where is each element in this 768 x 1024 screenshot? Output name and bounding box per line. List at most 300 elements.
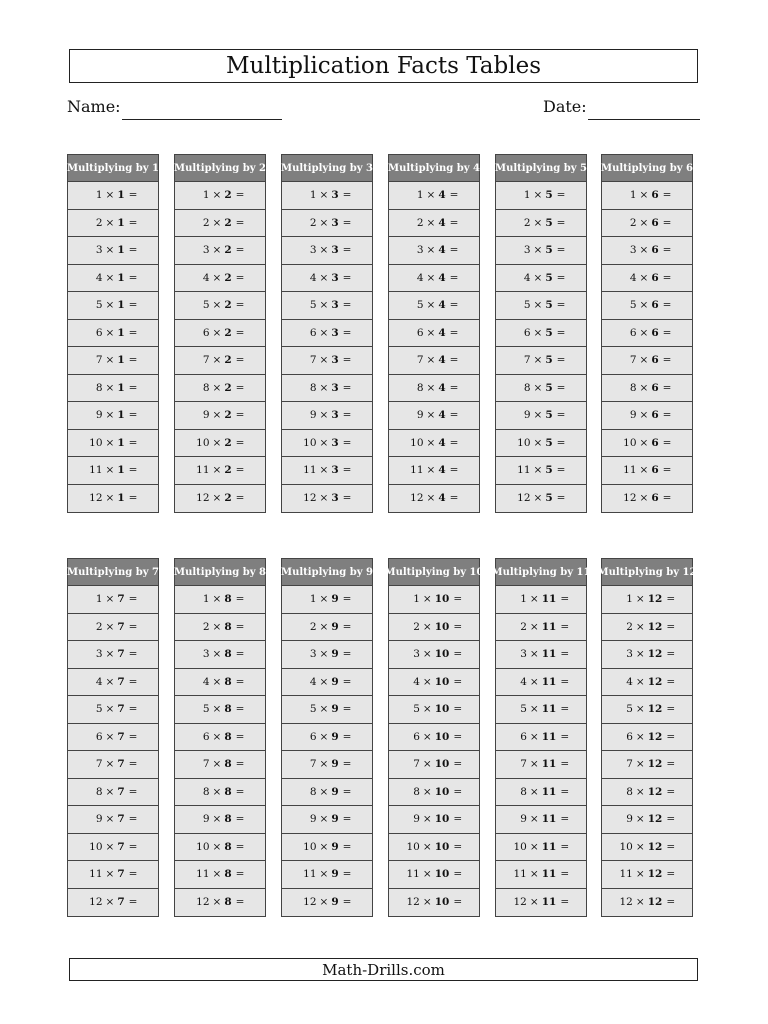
fact-row[interactable] <box>602 375 692 403</box>
fact-row[interactable] <box>496 430 586 458</box>
equals-sign: = <box>128 216 138 229</box>
fact-row[interactable] <box>496 779 586 807</box>
equals-sign: = <box>449 189 459 202</box>
fact-row[interactable] <box>496 669 586 697</box>
fact-row[interactable] <box>496 292 586 320</box>
fact-row[interactable] <box>68 292 158 320</box>
fact-row[interactable] <box>602 182 692 210</box>
fact-multiplier: 1 <box>117 244 125 257</box>
fact-multiplier: 5 <box>545 189 553 202</box>
fact-row[interactable] <box>389 375 479 403</box>
fact-row[interactable] <box>282 641 372 669</box>
fact-multiplicand: 3 <box>95 648 103 661</box>
fact-row[interactable] <box>496 265 586 293</box>
equals-sign: = <box>235 354 245 367</box>
times-sign: × <box>533 381 543 394</box>
fact-row[interactable] <box>282 696 372 724</box>
equals-sign: = <box>342 244 352 257</box>
fact-row[interactable] <box>282 292 372 320</box>
equals-sign: = <box>560 785 570 798</box>
fact-multiplicand: 3 <box>520 648 527 661</box>
times-sign: × <box>105 189 115 202</box>
fact-multiplicand: 11 <box>517 464 531 477</box>
fact-row[interactable] <box>175 586 265 614</box>
fact-row[interactable] <box>389 347 479 375</box>
times-sign: × <box>422 593 432 606</box>
times-sign: × <box>212 244 222 257</box>
fact-row[interactable] <box>602 292 692 320</box>
fact-row[interactable] <box>602 430 692 458</box>
fact-row[interactable] <box>389 861 479 889</box>
fact-row[interactable] <box>68 834 158 862</box>
equals-sign: = <box>342 648 352 661</box>
table-header: Multiplying by 4 <box>389 155 479 182</box>
fact-row[interactable] <box>68 669 158 697</box>
fact-multiplier: 9 <box>331 593 339 606</box>
fact-multiplier: 4 <box>438 354 446 367</box>
fact-row[interactable] <box>389 641 479 669</box>
fact-row[interactable] <box>175 347 265 375</box>
fact-row[interactable] <box>68 889 158 917</box>
fact-multiplier: 6 <box>651 299 659 312</box>
times-sign: × <box>529 648 539 661</box>
fact-multiplicand: 2 <box>520 620 527 633</box>
fact-row[interactable] <box>602 265 692 293</box>
fact-multiplier: 3 <box>331 409 339 422</box>
times-sign: × <box>639 409 649 422</box>
equals-sign: = <box>556 436 566 449</box>
times-sign: × <box>639 436 649 449</box>
times-sign: × <box>639 299 649 312</box>
fact-multiplier: 2 <box>224 354 232 367</box>
fact-row[interactable] <box>602 724 692 752</box>
fact-row[interactable] <box>496 641 586 669</box>
fact-multiplicand: 10 <box>89 840 103 853</box>
times-sign: × <box>212 868 222 881</box>
fact-row[interactable] <box>175 375 265 403</box>
equals-sign: = <box>560 593 570 606</box>
fact-row[interactable] <box>68 457 158 485</box>
fact-multiplier: 12 <box>647 868 663 881</box>
fact-row[interactable] <box>602 669 692 697</box>
fact-row[interactable] <box>175 834 265 862</box>
fact-multiplicand: 9 <box>95 813 103 826</box>
equals-sign: = <box>342 703 352 716</box>
fact-multiplicand: 4 <box>95 271 103 284</box>
name-field[interactable] <box>122 119 282 120</box>
fact-row[interactable] <box>68 724 158 752</box>
fact-row[interactable] <box>282 182 372 210</box>
fact-row[interactable] <box>389 724 479 752</box>
fact-multiplicand: 3 <box>523 244 531 257</box>
equals-sign: = <box>449 381 459 394</box>
fact-row[interactable] <box>389 182 479 210</box>
fact-row[interactable] <box>602 834 692 862</box>
fact-multiplier: 5 <box>545 436 553 449</box>
times-sign: × <box>639 271 649 284</box>
equals-sign: = <box>235 326 245 339</box>
fact-row[interactable] <box>389 751 479 779</box>
fact-row[interactable] <box>68 485 158 513</box>
fact-row[interactable] <box>496 237 586 265</box>
fact-multiplier: 2 <box>224 409 232 422</box>
equals-sign: = <box>235 813 245 826</box>
fact-multiplicand: 1 <box>523 189 531 202</box>
fact-row[interactable] <box>389 457 479 485</box>
fact-row[interactable] <box>602 347 692 375</box>
fact-row[interactable] <box>282 320 372 348</box>
fact-row[interactable] <box>496 375 586 403</box>
equals-sign: = <box>235 409 245 422</box>
times-sign: × <box>426 381 436 394</box>
equals-sign: = <box>128 620 138 633</box>
fact-row[interactable] <box>602 237 692 265</box>
multiplication-table <box>384 558 484 917</box>
fact-multiplier: 10 <box>434 593 450 606</box>
fact-row[interactable] <box>175 696 265 724</box>
fact-multiplicand: 4 <box>309 675 317 688</box>
fact-multiplicand: 11 <box>619 868 633 881</box>
fact-row[interactable] <box>175 265 265 293</box>
fact-row[interactable] <box>389 292 479 320</box>
fact-multiplier: 4 <box>438 381 446 394</box>
equals-sign: = <box>235 730 245 743</box>
equals-sign: = <box>449 492 459 505</box>
equals-sign: = <box>556 354 566 367</box>
fact-row[interactable] <box>389 669 479 697</box>
fact-row[interactable] <box>68 779 158 807</box>
fact-row[interactable] <box>602 402 692 430</box>
fact-row[interactable] <box>496 210 586 238</box>
fact-row[interactable] <box>68 586 158 614</box>
fact-row[interactable] <box>282 375 372 403</box>
fact-multiplier: 9 <box>331 648 339 661</box>
times-sign: × <box>529 813 539 826</box>
fact-row[interactable] <box>389 320 479 348</box>
equals-sign: = <box>453 840 463 853</box>
fact-multiplier: 5 <box>545 492 553 505</box>
fact-row[interactable] <box>389 402 479 430</box>
fact-row[interactable] <box>68 402 158 430</box>
equals-sign: = <box>453 813 463 826</box>
fact-multiplier: 12 <box>647 840 663 853</box>
times-sign: × <box>319 785 329 798</box>
fact-row[interactable] <box>175 292 265 320</box>
fact-multiplicand: 8 <box>416 381 424 394</box>
fact-row[interactable] <box>68 614 158 642</box>
fact-multiplicand: 4 <box>626 675 633 688</box>
fact-row[interactable] <box>602 614 692 642</box>
fact-row[interactable] <box>282 457 372 485</box>
fact-row[interactable] <box>282 485 372 513</box>
fact-multiplicand: 6 <box>95 326 103 339</box>
fact-row[interactable] <box>282 779 372 807</box>
fact-row[interactable] <box>602 320 692 348</box>
fact-row[interactable] <box>68 347 158 375</box>
fact-row[interactable] <box>68 320 158 348</box>
fact-multiplicand: 5 <box>523 299 531 312</box>
equals-sign: = <box>128 244 138 257</box>
times-sign: × <box>319 730 329 743</box>
equals-sign: = <box>235 785 245 798</box>
multiplication-table <box>495 154 587 513</box>
fact-row[interactable] <box>175 669 265 697</box>
fact-row[interactable] <box>389 889 479 917</box>
fact-row[interactable] <box>496 182 586 210</box>
equals-sign: = <box>453 675 463 688</box>
fact-row[interactable] <box>496 696 586 724</box>
fact-row[interactable] <box>602 779 692 807</box>
fact-row[interactable] <box>602 696 692 724</box>
fact-row[interactable] <box>175 806 265 834</box>
times-sign: × <box>319 464 329 477</box>
fact-row[interactable] <box>175 889 265 917</box>
times-sign: × <box>426 436 436 449</box>
fact-row[interactable] <box>389 779 479 807</box>
fact-multiplicand: 12 <box>619 896 633 909</box>
fact-multiplicand: 3 <box>629 244 637 257</box>
fact-row[interactable] <box>175 724 265 752</box>
fact-multiplicand: 11 <box>513 868 527 881</box>
equals-sign: = <box>128 271 138 284</box>
equals-sign: = <box>662 464 672 477</box>
fact-multiplicand: 11 <box>303 464 317 477</box>
fact-row[interactable] <box>389 614 479 642</box>
fact-row[interactable] <box>282 889 372 917</box>
fact-row[interactable] <box>282 751 372 779</box>
fact-multiplier: 10 <box>434 703 450 716</box>
fact-multiplier: 7 <box>117 620 125 633</box>
fact-row[interactable] <box>68 375 158 403</box>
fact-row[interactable] <box>68 265 158 293</box>
fact-row[interactable] <box>282 237 372 265</box>
times-sign: × <box>529 785 539 798</box>
fact-row[interactable] <box>389 265 479 293</box>
times-sign: × <box>105 648 115 661</box>
fact-multiplicand: 12 <box>513 896 527 909</box>
equals-sign: = <box>235 216 245 229</box>
fact-multiplier: 1 <box>117 409 125 422</box>
equals-sign: = <box>449 271 459 284</box>
fact-row[interactable] <box>175 457 265 485</box>
fact-row[interactable] <box>68 751 158 779</box>
times-sign: × <box>319 703 329 716</box>
times-sign: × <box>533 326 543 339</box>
equals-sign: = <box>453 593 463 606</box>
equals-sign: = <box>128 354 138 367</box>
fact-row[interactable] <box>389 210 479 238</box>
fact-row[interactable] <box>282 586 372 614</box>
equals-sign: = <box>662 189 672 202</box>
fact-row[interactable] <box>389 834 479 862</box>
fact-row[interactable] <box>602 485 692 513</box>
fact-row[interactable] <box>389 806 479 834</box>
times-sign: × <box>105 730 115 743</box>
fact-row[interactable] <box>602 641 692 669</box>
times-sign: × <box>639 381 649 394</box>
fact-row[interactable] <box>175 182 265 210</box>
fact-row[interactable] <box>602 586 692 614</box>
fact-row[interactable] <box>389 430 479 458</box>
fact-row[interactable] <box>389 485 479 513</box>
fact-row[interactable] <box>175 485 265 513</box>
equals-sign: = <box>128 840 138 853</box>
times-sign: × <box>529 896 539 909</box>
fact-row[interactable] <box>68 696 158 724</box>
fact-row[interactable] <box>282 265 372 293</box>
times-sign: × <box>319 436 329 449</box>
equals-sign: = <box>235 464 245 477</box>
equals-sign: = <box>128 868 138 881</box>
fact-multiplier: 6 <box>651 326 659 339</box>
fact-row[interactable] <box>282 724 372 752</box>
fact-row[interactable] <box>175 320 265 348</box>
fact-row[interactable] <box>496 614 586 642</box>
fact-row[interactable] <box>282 861 372 889</box>
fact-multiplicand: 2 <box>629 216 637 229</box>
fact-row[interactable] <box>175 614 265 642</box>
fact-row[interactable] <box>282 669 372 697</box>
fact-row[interactable] <box>496 402 586 430</box>
table-header: Multiplying by 5 <box>496 155 586 182</box>
equals-sign: = <box>128 189 138 202</box>
fact-multiplicand: 11 <box>89 868 103 881</box>
times-sign: × <box>533 492 543 505</box>
fact-row[interactable] <box>175 402 265 430</box>
fact-multiplier: 6 <box>651 271 659 284</box>
fact-multiplier: 12 <box>647 703 663 716</box>
fact-row[interactable] <box>602 457 692 485</box>
fact-row[interactable] <box>602 751 692 779</box>
fact-row[interactable] <box>389 696 479 724</box>
fact-row[interactable] <box>282 834 372 862</box>
equals-sign: = <box>666 758 676 771</box>
fact-row[interactable] <box>175 861 265 889</box>
fact-row[interactable] <box>602 889 692 917</box>
fact-multiplicand: 10 <box>406 840 420 853</box>
fact-multiplicand: 5 <box>309 299 317 312</box>
fact-row[interactable] <box>496 457 586 485</box>
fact-row[interactable] <box>602 861 692 889</box>
fact-row[interactable] <box>496 347 586 375</box>
fact-row[interactable] <box>68 861 158 889</box>
fact-row[interactable] <box>496 751 586 779</box>
times-sign: × <box>105 299 115 312</box>
fact-multiplier: 11 <box>541 868 557 881</box>
fact-multiplier: 4 <box>438 436 446 449</box>
fact-multiplicand: 3 <box>309 648 317 661</box>
fact-multiplier: 3 <box>331 464 339 477</box>
equals-sign: = <box>128 896 138 909</box>
fact-row[interactable] <box>496 485 586 513</box>
fact-row[interactable] <box>282 210 372 238</box>
fact-multiplicand: 12 <box>196 896 210 909</box>
times-sign: × <box>212 409 222 422</box>
fact-row[interactable] <box>496 834 586 862</box>
fact-multiplicand: 4 <box>202 675 210 688</box>
fact-row[interactable] <box>389 586 479 614</box>
fact-multiplicand: 4 <box>413 675 420 688</box>
fact-row[interactable] <box>282 430 372 458</box>
fact-multiplier: 5 <box>545 381 553 394</box>
times-sign: × <box>212 703 222 716</box>
fact-row[interactable] <box>68 641 158 669</box>
fact-multiplier: 4 <box>438 464 446 477</box>
fact-row[interactable] <box>175 430 265 458</box>
fact-multiplicand: 9 <box>95 409 103 422</box>
fact-row[interactable] <box>496 724 586 752</box>
fact-row[interactable] <box>175 779 265 807</box>
fact-multiplier: 5 <box>545 464 553 477</box>
equals-sign: = <box>235 703 245 716</box>
equals-sign: = <box>666 840 676 853</box>
fact-row[interactable] <box>68 182 158 210</box>
fact-multiplier: 3 <box>331 299 339 312</box>
fact-row[interactable] <box>175 210 265 238</box>
equals-sign: = <box>128 785 138 798</box>
fact-multiplicand: 10 <box>196 840 210 853</box>
fact-row[interactable] <box>282 402 372 430</box>
fact-row[interactable] <box>496 806 586 834</box>
fact-multiplier: 1 <box>117 381 125 394</box>
fact-multiplicand: 10 <box>619 840 633 853</box>
equals-sign: = <box>662 216 672 229</box>
fact-multiplier: 1 <box>117 464 125 477</box>
fact-row[interactable] <box>389 237 479 265</box>
fact-row[interactable] <box>282 614 372 642</box>
fact-multiplicand: 1 <box>629 189 637 202</box>
equals-sign: = <box>235 758 245 771</box>
fact-row[interactable] <box>496 861 586 889</box>
fact-row[interactable] <box>175 641 265 669</box>
times-sign: × <box>319 868 329 881</box>
times-sign: × <box>422 896 432 909</box>
fact-row[interactable] <box>602 806 692 834</box>
fact-multiplicand: 1 <box>309 593 317 606</box>
fact-row[interactable] <box>282 806 372 834</box>
fact-row[interactable] <box>68 210 158 238</box>
times-sign: × <box>422 868 432 881</box>
times-sign: × <box>319 840 329 853</box>
equals-sign: = <box>235 648 245 661</box>
fact-row[interactable] <box>496 586 586 614</box>
fact-row[interactable] <box>602 210 692 238</box>
fact-row[interactable] <box>282 347 372 375</box>
fact-row[interactable] <box>68 430 158 458</box>
fact-multiplier: 5 <box>545 409 553 422</box>
equals-sign: = <box>560 675 570 688</box>
times-sign: × <box>426 271 436 284</box>
fact-multiplier: 2 <box>224 381 232 394</box>
date-field[interactable] <box>588 119 700 120</box>
times-sign: × <box>529 620 539 633</box>
fact-multiplicand: 7 <box>95 758 103 771</box>
fact-multiplier: 4 <box>438 216 446 229</box>
fact-row[interactable] <box>175 751 265 779</box>
equals-sign: = <box>342 271 352 284</box>
fact-multiplier: 10 <box>434 675 450 688</box>
equals-sign: = <box>342 464 352 477</box>
fact-row[interactable] <box>68 806 158 834</box>
fact-multiplier: 6 <box>651 244 659 257</box>
fact-multiplier: 3 <box>331 189 339 202</box>
fact-row[interactable] <box>496 889 586 917</box>
fact-multiplier: 2 <box>224 189 232 202</box>
times-sign: × <box>635 620 645 633</box>
fact-row[interactable] <box>68 237 158 265</box>
fact-row[interactable] <box>496 320 586 348</box>
fact-row[interactable] <box>175 237 265 265</box>
